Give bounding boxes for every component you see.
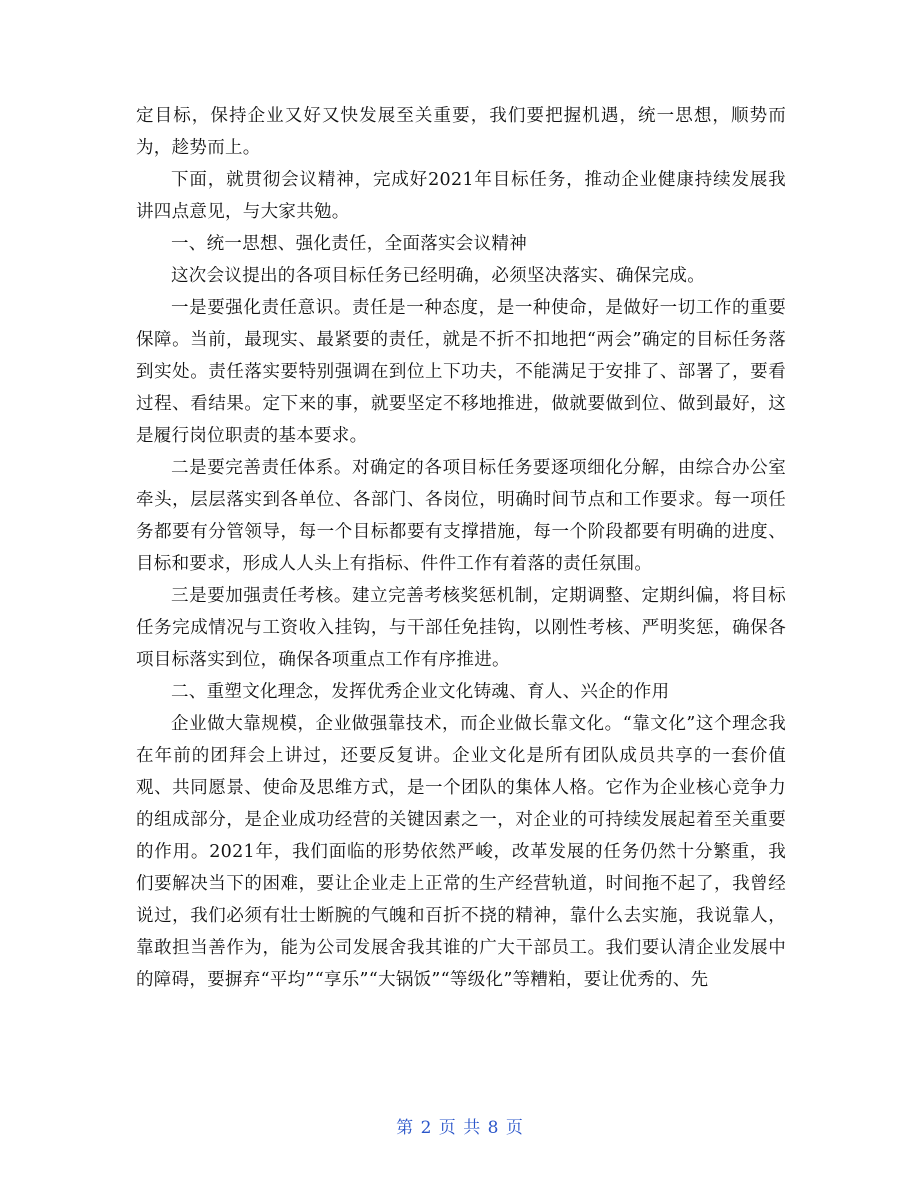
paragraph-7: 企业做大靠规模，企业做强靠技术，而企业做长靠文化。“靠文化”这个理念我在年前的团拜会上讲过，还要反复讲。企业文化是所有团队成员共享的一套价值观、共同愿景、使命及思维方式，是一个团队的集体人格。它作为企业核心竞争力的组成部分，是企业成功经营的关键因素之一，对企业的可持续发展起着至关重要的作用。2021年，我们面临的形势依然严峻，改革发展的任务仍然十分繁重，我们要解决当下的困难，要让企业走上正常的生产经营轨道，时间拖不起了，我曾经说过，我们必须有壮士断腕的气魄和百折不挠的精神，靠什么去实施，我说靠人，靠敢担当善作为，能为公司发展舍我其谁的广大干部员工。我们要认清企业发展中的障碍，要摒弃“平均”“享乐”“大锅饭”“等级化”等糟粕，要让优秀的、先 [136,714,786,990]
paragraph-1: 定目标，保持企业又好又快发展至关重要，我们要把握机遇，统一思想，顺势而为，趁势而上。 [136,106,786,158]
paragraph-4: 一是要强化责任意识。责任是一种态度，是一种使命，是做好一切工作的重要保障。当前，最现实、最紧要的责任，就是不折不扣地把“两会”确定的目标任务落到实处。责任落实要特别强调在到位上下功夫，不能满足于安排了、部署了，要看过程、看结果。定下来的事，就要坚定不移地推进，做就要做到位、做到最好，这是履行岗位职责的基本要求。 [136,298,786,446]
paragraph-2: 下面，就贯彻会议精神，完成好2021年目标任务，推动企业健康持续发展我讲四点意见，与大家共勉。 [136,170,786,222]
paragraph-5: 二是要完善责任体系。对确定的各项目标任务要逐项细化分解，由综合办公室牵头，层层落实到各单位、各部门、各岗位，明确时间节点和工作要求。每一项任务都要有分管领导，每一个目标都要有支撑措施，每一个阶段都要有明确的进度、目标和要求，形成人人头上有指标、件件工作有着落的责任氛围。 [136,458,786,574]
section-heading-1: 一、统一思想、强化责任，全面落实会议精神 [171,234,527,254]
paragraph-3: 这次会议提出的各项目标任务已经明确，必须坚决落实、确保完成。 [171,266,705,286]
paragraph-6: 三是要加强责任考核。建立完善考核奖惩机制，定期调整、定期纠偏，将目标任务完成情况与工资收入挂钩，与干部任免挂钩，以刚性考核、严明奖惩，确保各项目标落实到位，确保各项重点工作有序推进。 [136,586,786,670]
page-number-footer: 第 2 页 共 8 页 [396,1118,524,1138]
document-body [136,100,786,996]
section-heading-2: 二、重塑文化理念，发挥优秀企业文化铸魂、育人、兴企的作用 [171,682,670,702]
